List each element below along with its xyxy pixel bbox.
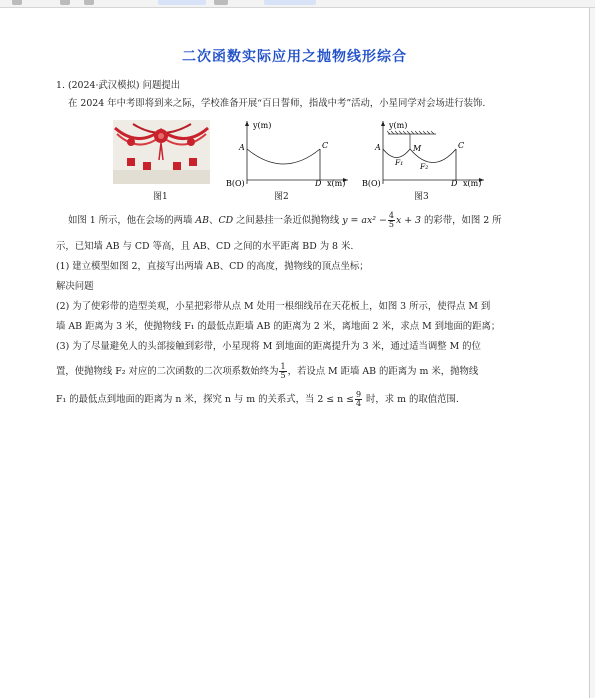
fraction-denominator: 4	[355, 399, 362, 408]
scrollbar[interactable]	[590, 8, 595, 698]
fig2-point-d: D	[315, 179, 322, 188]
fig3-x-axis-label: x(m)	[463, 179, 482, 188]
fraction-numerator: 1	[280, 362, 286, 371]
toolbar-button[interactable]	[84, 0, 94, 5]
ribbon-decoration-image	[113, 120, 210, 184]
problem-intro: 在 2024 年中考即将到来之际，学校准备开展“百日誓师，指战中考”活动，小星同学对会场进行装饰.	[68, 98, 486, 109]
problem-header	[56, 80, 180, 92]
fig3-point-c: C	[458, 141, 465, 150]
toolbar-tab[interactable]	[158, 0, 206, 5]
fraction-denominator: 5	[280, 371, 286, 380]
fig3-y-axis-label: y(m)	[389, 121, 408, 130]
fraction-numerator: 9	[355, 390, 362, 399]
fig3-curve-f2: F₂	[420, 162, 429, 171]
text-run: 如图 1 所示，他在会场的两墙	[68, 215, 196, 226]
equation-part: x + 3	[395, 215, 422, 226]
text-run: 的彩带，如图 2 所	[421, 215, 502, 226]
fig2-point-c: C	[322, 141, 329, 150]
wall-ab-label: AB	[195, 215, 210, 226]
text-run: 、	[209, 215, 219, 226]
document-page	[0, 8, 590, 698]
problem-number: 1.	[56, 80, 65, 91]
question-1: (1) 建立模型如图 2，直接写出两墙 AB、CD 的高度，抛物线的顶点坐标；	[56, 261, 369, 272]
coefficient-fraction	[279, 363, 286, 380]
toolbar-button[interactable]	[12, 0, 22, 5]
fig2-point-a: A	[239, 143, 245, 152]
fig3-curve-f1: F₁	[395, 158, 404, 167]
bound-fraction	[355, 391, 362, 408]
problem-heading: 问题提出	[142, 80, 181, 91]
text-run: 时，求 m 的取值范围.	[363, 394, 459, 405]
toolbar	[0, 0, 595, 8]
text-run: 置，使抛物线 F₂ 对应的二次函数的二次项系数始终为	[56, 366, 279, 377]
figure-3-diagram	[358, 118, 493, 188]
equation-part: y = ax² −	[342, 215, 387, 226]
figure-1-photo	[113, 120, 210, 184]
page-title: 二次函数实际应用之抛物线形综合	[182, 49, 407, 65]
equation-fraction	[388, 212, 395, 229]
question-2-line-2: 墙 AB 距离为 3 米，使抛物线 F₁ 的最低点距墙 AB 的距离为 2 米，离地面 2 米，求点 M 到地面的距离；	[56, 321, 501, 332]
fraction-numerator: 4	[388, 211, 394, 220]
fig3-point-d: D	[451, 179, 458, 188]
toolbar-button[interactable]	[60, 0, 70, 5]
text-run: F₁ 的最低点到地面的距离为 n 米，探究 n 与 m 的关系式，当 2 ≤ n ≤	[56, 394, 354, 405]
fig3-point-b: B(O)	[362, 179, 381, 188]
toolbar-tab[interactable]	[264, 0, 316, 5]
fig3-point-m: M	[413, 144, 422, 153]
figure-2-diagram	[222, 118, 357, 188]
fig3-point-a: A	[375, 143, 381, 152]
section-heading: 解决问题	[56, 281, 94, 292]
fig2-point-b: B(O)	[226, 179, 245, 188]
paragraph-1-line-1	[68, 212, 502, 229]
text-run: ，若设点 M 距墙 AB 的距离为 m 米，抛物线	[287, 366, 479, 377]
fraction-denominator: 5	[388, 220, 394, 229]
fig2-x-axis-label: x(m)	[327, 179, 346, 188]
wall-cd-label: CD	[218, 215, 234, 226]
fig2-y-axis-label: y(m)	[253, 121, 272, 130]
question-3-line-3	[56, 391, 459, 408]
question-3-line-1: (3) 为了尽量避免人的头部接触到彩带，小星现将 M 到地面的距离提升为 3 米，通过适当调整 M 的位	[56, 341, 481, 352]
figure-3-caption: 图3	[414, 192, 429, 202]
question-3-line-2	[56, 363, 478, 380]
paragraph-1-line-2: 示，已知墙 AB 与 CD 等高，且 AB、CD 之间的水平距离 BD 为 8 米.	[56, 241, 354, 252]
problem-source: (2024·武汉模拟)	[67, 80, 140, 91]
figure-1-caption: 图1	[153, 192, 168, 202]
figure-2-caption: 图2	[274, 192, 289, 202]
toolbar-button[interactable]	[214, 0, 228, 5]
question-2-line-1: (2) 为了使彩带的造型美观，小星把彩带从点 M 处用一根细线吊在天花板上，如图 3 所示，使得点 M 到	[56, 301, 491, 312]
text-run: 之间悬挂一条近似抛物线	[233, 215, 343, 226]
